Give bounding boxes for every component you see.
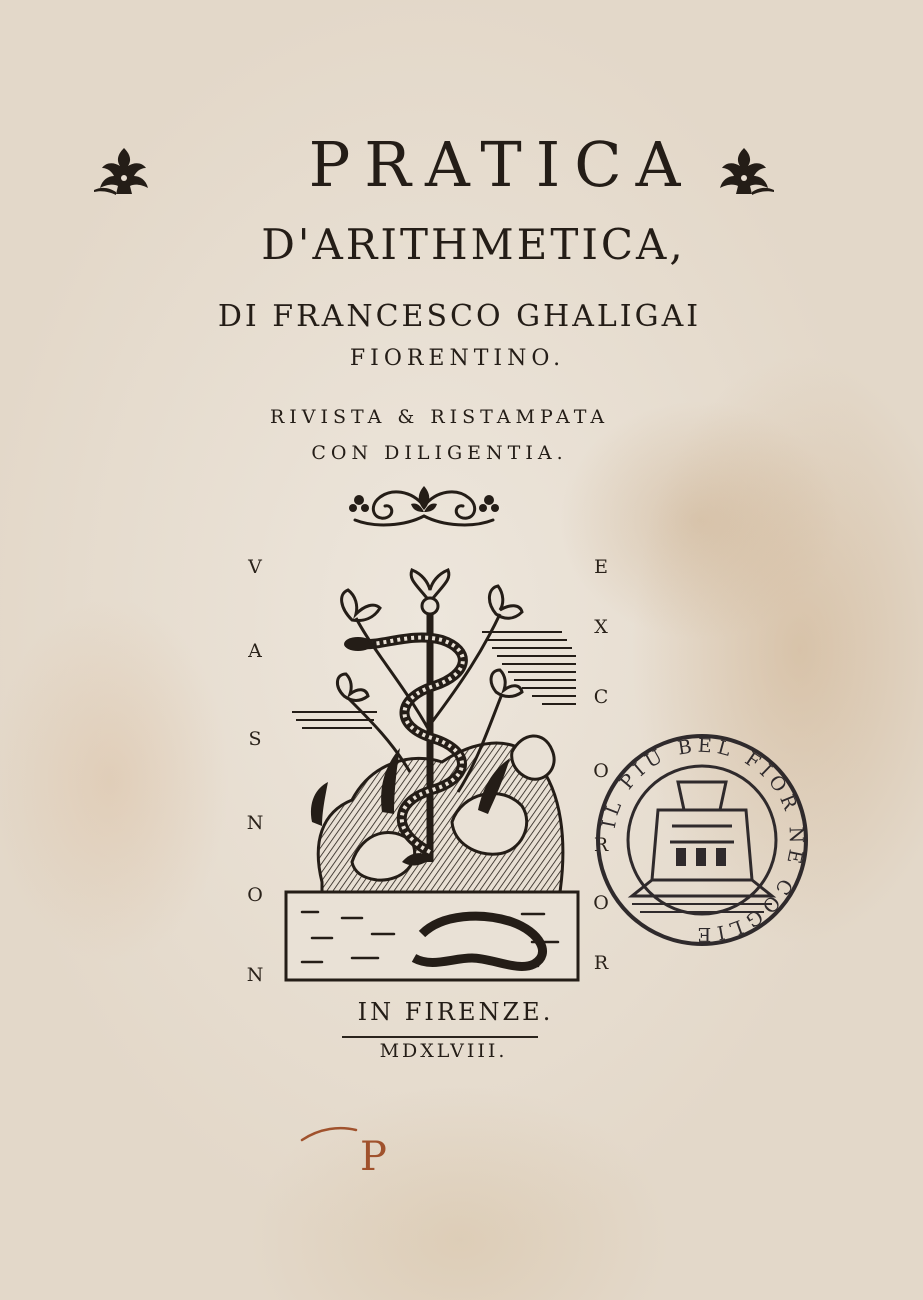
motto-letter: X <box>594 616 608 638</box>
shelf-mark <box>300 1118 410 1178</box>
motto-letter: R <box>593 952 609 974</box>
title-main: PRATICA <box>308 128 695 201</box>
motto-letter: C <box>593 686 609 708</box>
title-subtitle: D'ARITHMETICA, <box>261 220 686 269</box>
motto-letter: N <box>246 964 264 986</box>
shelf-mark-letter: P <box>360 1134 387 1178</box>
author-name: DI FRANCESCO GHALIGAI <box>217 299 702 334</box>
caduceus-device-icon <box>282 562 582 986</box>
motto-letter: O <box>593 892 609 914</box>
motto-letter: N <box>246 812 264 834</box>
imprint-year: MDXLVIII. <box>379 1040 508 1062</box>
revision-note-line2: CON DILIGENTIA. <box>311 442 568 464</box>
library-stamp-icon <box>592 730 812 950</box>
stamp-legend: IL PIÙ BEL FIOR NE COGLIE <box>597 734 808 946</box>
motto-letter: O <box>593 760 609 782</box>
author-origin: FIORENTINO. <box>349 346 566 371</box>
ornament-icon <box>345 480 503 532</box>
motto-letter: O <box>247 884 263 906</box>
imprint-city: IN FIRENZE. <box>357 998 554 1026</box>
motto-letter: R <box>593 834 609 856</box>
motto-letter: V <box>248 556 262 578</box>
revision-note-line1: RIVISTA & RISTAMPATA <box>269 406 610 428</box>
imprint-rule <box>342 1036 538 1038</box>
motto-letter: E <box>594 556 608 578</box>
motto-letter: A <box>248 640 262 662</box>
motto-letter: S <box>248 728 262 750</box>
